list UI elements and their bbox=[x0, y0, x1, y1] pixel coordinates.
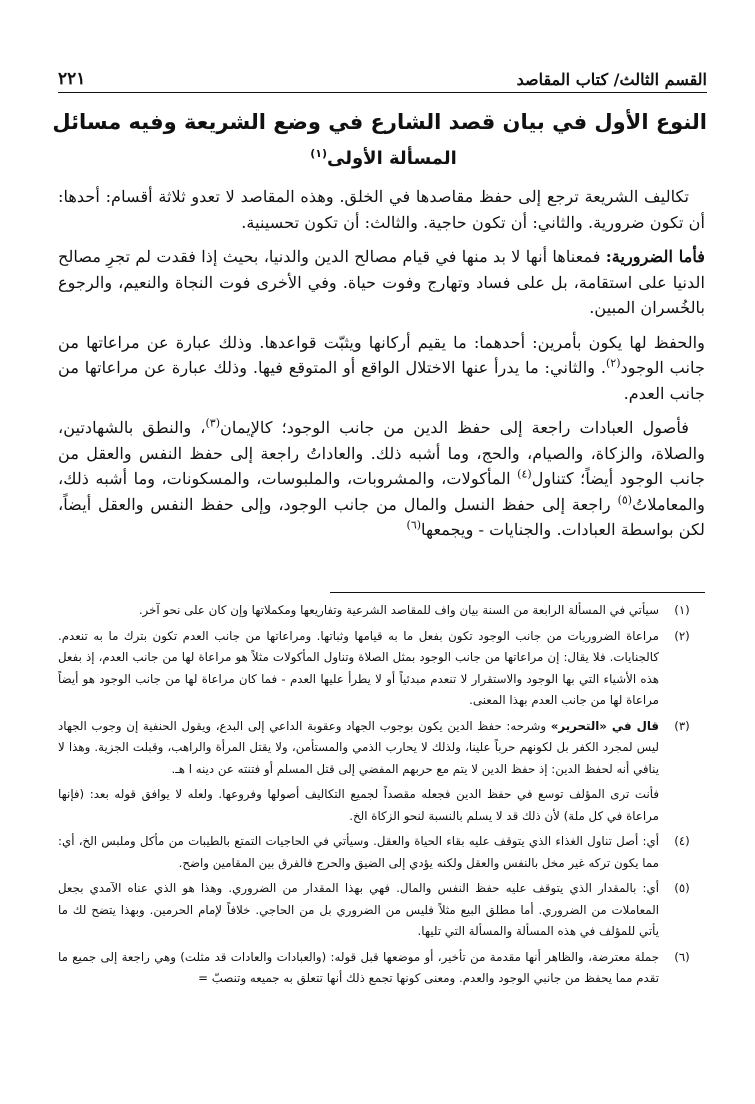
paragraph bbox=[58, 415, 705, 543]
footnote-number: (٤) bbox=[674, 834, 690, 848]
main-text bbox=[58, 184, 705, 552]
footnote-number: (٣) bbox=[674, 718, 690, 733]
footnote bbox=[58, 831, 705, 874]
paragraph-text: فمعناها أنها لا بد منها في قيام مصالح الدين والدنيا، بحيث إذا فقدت لم تجرِ مصالح الدنيا على استقامة، بل على فساد وتهارج وفوت حياة. وفي الأخرى فوت النجاة والنعيم، والرجوع بالخُسران المبين. bbox=[58, 247, 705, 317]
paragraph-text: . والثاني: ما يدرأ عنها الاختلال الواقع أو المتوقع فيها. وذلك عبارة عن مراعاتها من جانب العدم. bbox=[58, 358, 705, 403]
keyword: فأما الضرورية: bbox=[605, 247, 705, 266]
paragraph-text: راجعة إلى حفظ النسل والمال من جانب الوجود، وإلى حفظ النفس والعقل أيضاً، لكن بواسطة العبادات. والجنايات - ويجمعها bbox=[58, 494, 705, 539]
paragraph-text: فأصول العبادات راجعة إلى حفظ الدين من جانب الوجود؛ كالإيمان bbox=[220, 418, 690, 437]
paragraph bbox=[58, 244, 705, 321]
paragraph bbox=[58, 330, 705, 407]
footnote-text bbox=[58, 716, 659, 781]
footnote-text: مراعاة الضروريات من جانب الوجود تكون بفعل ما به قيامها وثباتها. ومراعاتها من جانب العدم تكون بترك ما به تنعدم. كالجنايات. فلا يقال: إن مراعاتها من جانب الوجود بمثل الصلاة وتناول المأكولات مثلاً هو مراعاة لها من جانب العدم، إذ بفعل هذه الأشياء التي بها الوجود والاستقرار لا تنعدم مبدئياً أو لا يطرأ عليها العدم - فما كان مراعاة لها من جانب الوجود هو أيضاً مراعاة لها من جانب العدم بهذا المعنى. bbox=[58, 628, 659, 707]
footnote-text: أي: بالمقدار الذي يتوقف عليه حفظ النفس والمال. فهي بهذا المقدار من الضروري. وهذا هو الذي عناه الآمدي بجعل المعاملات من الضروري. أما مطلق البيع مثلاً فليس من الضروري بل من الحاجي. خلافاً لإمام الحرمين. وبهذا يتضح لك ما يأتي للمؤلف في هذه المسألة والمسألة التي تليها. bbox=[58, 881, 659, 938]
issue-title-text: المسألة الأولى bbox=[327, 148, 457, 169]
footnote-ref: (٦) bbox=[406, 518, 422, 532]
footnote-continuation: فأنت ترى المؤلف توسع في حفظ الدين فجعله مقصداً لجميع التكاليف أصولها وفروعها. ولعله لا يوافق قوله بعد: (فإنها مراعاة في كل ملة) لأن ذلك قد لا يسلم بالنسبة لنحو الزكاة الخ. bbox=[58, 787, 659, 823]
footnote-text: سيأتي في المسألة الرابعة من السنة بيان واف للمقاصد الشرعية وتفاريعها ومكملاتها وإن كان على نحو آخر. bbox=[138, 603, 659, 617]
page-number: ٢٢١ bbox=[58, 69, 86, 89]
paragraph-text: ، والنطق بالشهادتين، والصلاة، والزكاة، والصيام، والحج، وما أشبه ذلك. والعاداتُ راجعة إلى حفظ النفس والعقل من جانب الوجود أيضاً؛ كتناول bbox=[58, 418, 706, 488]
footnote-ref: (٤) bbox=[517, 467, 532, 481]
footnote-text-body: وشرحه: حفظ الدين يكون بوجوب الجهاد وعقوبة الداعي إلى البدع، ويقول الحنفية إن وجوب الجهاد ليس لمجرد الكفر بل لكونهم حرباً علينا، ولذلك لا يحارب الذمي والمستأمن، ولا يقتل المرأة والراهب، وقبلت الجزية. وهذا لا ينافي أنه لحفظ الدين: إذ حفظ الدين لا يتم مع حربهم المفضي إلى قتل المسلم أو فتنته عن دينه ا هـ. bbox=[58, 718, 659, 776]
footnote bbox=[58, 947, 705, 990]
footnote bbox=[58, 600, 705, 622]
paragraph-text: والحفظ لها يكون بأمرين: أحدهما: ما يقيم أركانها ويثبّت قواعدها. وذلك عبارة عن مراعاتها من جانب الوجود bbox=[58, 332, 705, 377]
footnote-text: جملة معترضة، والظاهر أنها مقدمة من تأخير، أو موضعها قبل قوله: (والعبادات والعادات قد مثلت) وهي راجعة إلى جميع ما تقدم مما يحفظ من جانبي الوجود والعدم. ومعنى كونها تجمع ذلك أنها تتعلق به جميعه وتنصبّ = bbox=[58, 949, 659, 985]
footnote-ref: (٣) bbox=[205, 416, 221, 430]
footnotes bbox=[58, 600, 705, 994]
paragraph: تكاليف الشريعة ترجع إلى حفظ مقاصدها في الخلق. وهذه المقاصد لا تعدو ثلاثة أقسام: أحدها: أن تكون ضرورية. والثاني: أن تكون حاجية. والثالث: أن تكون تحسينية. bbox=[58, 187, 705, 232]
page-header bbox=[58, 58, 707, 93]
paragraph-text: المأكولات، والمشروبات، والملبوسات، والمسكونات، وما أشبه ذلك، والمعاملاتُ bbox=[58, 469, 705, 514]
issue-title bbox=[60, 148, 707, 169]
running-title: القسم الثالث/ كتاب المقاصد bbox=[516, 70, 707, 89]
footnote-ref: (٥) bbox=[617, 493, 633, 507]
footnote bbox=[58, 878, 705, 943]
footnote-ref: (٢) bbox=[605, 356, 621, 370]
footnote-text: أي: أصل تناول الغذاء الذي يتوقف عليه بقاء الحياة والعقل. وسيأتي في الحاجيات التمتع بالطيبات من مأكل وملبس الخ، أي: مما يكون تركه غير مخل بالنفس والعقل ولكنه يؤدي إلى الضيق والحرج فالفرق بين المقامين واضح. bbox=[58, 834, 659, 870]
footnote bbox=[58, 716, 705, 781]
footnote-separator bbox=[330, 592, 705, 593]
footnote bbox=[58, 626, 705, 712]
footnote-number: (٦) bbox=[674, 949, 690, 964]
footnote-number: (٥) bbox=[674, 881, 690, 895]
footnote-label: قال في «التحرير» bbox=[550, 718, 660, 733]
footnote-number: (١) bbox=[674, 603, 690, 617]
footnote-ref: (١) bbox=[310, 147, 328, 160]
footnote-number: (٢) bbox=[674, 628, 690, 643]
chapter-title: النوع الأول في بيان قصد الشارع في وضع الشريعة وفيه مسائل bbox=[52, 110, 707, 134]
